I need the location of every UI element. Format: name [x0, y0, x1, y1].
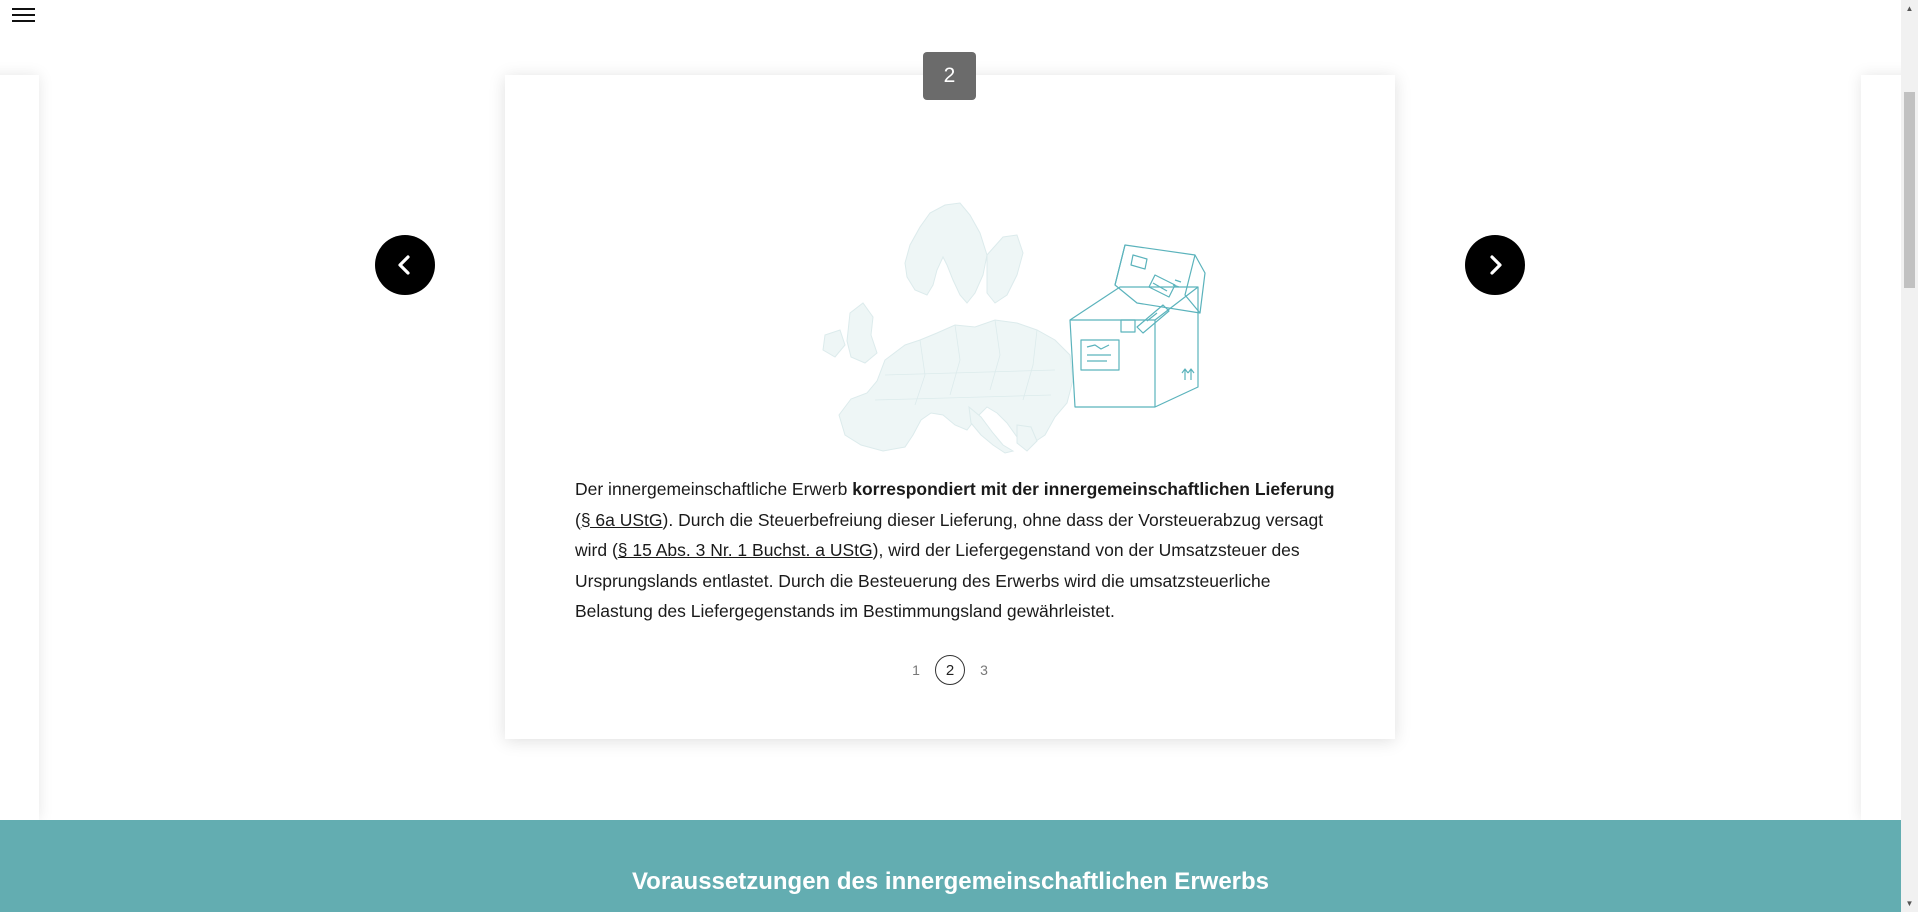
- page-scrollbar[interactable]: [1901, 0, 1918, 912]
- requirements-section: [0, 820, 1901, 912]
- slide-card: [505, 75, 1395, 739]
- chevron-right-icon: [1484, 254, 1506, 276]
- page-2-active[interactable]: 2: [935, 655, 965, 685]
- europe-map-with-parcels-illustration: [755, 145, 1245, 455]
- menu-bar: [12, 8, 35, 10]
- slide-text-part: ), wird der Liefergegenstand von der Umsatzsteuer des Ursprungslands entlastet. Durch die Besteuerung des Erwerbs wird die umsatzsteuerliche Belastung des Liefergegenstands im Bestimmungsland gewährleistet.: [575, 540, 1300, 621]
- scroll-down-arrow-icon[interactable]: ▼: [1905, 899, 1914, 908]
- previous-slide-button[interactable]: [375, 235, 435, 295]
- page-3[interactable]: 3: [980, 662, 988, 678]
- section-heading: Voraussetzungen des innergemeinschaftlichen Erwerbs: [631, 868, 1270, 895]
- chevron-left-icon: [394, 254, 416, 276]
- link-6a-ustg[interactable]: § 6a UStG: [580, 509, 663, 530]
- menu-bar: [12, 14, 35, 16]
- slide-text-part: ). Durch die Steuerbefreiung dieser Lieferung, ohne dass der Vorsteuerabzug versagt wird (: [575, 509, 1324, 560]
- slide-text: [575, 474, 1335, 627]
- slide-number-badge: 2: [923, 52, 976, 100]
- scrollbar-thumb[interactable]: [1904, 92, 1915, 288]
- menu-bar: [12, 20, 35, 22]
- hamburger-menu-icon[interactable]: [12, 6, 36, 26]
- link-15-ustg[interactable]: § 15 Abs. 3 Nr. 1 Buchst. a UStG: [617, 540, 873, 560]
- slide-text-part: Der innergemeinschaftliche Erwerb: [575, 479, 853, 499]
- previous-slide-peek: [0, 75, 39, 820]
- slide-text-bold: korrespondiert mit der innergemeinschaftlichen Lieferung: [852, 479, 1335, 499]
- slide-pagination: [505, 655, 1395, 685]
- page-1[interactable]: 1: [912, 662, 920, 678]
- scroll-up-arrow-icon[interactable]: ▲: [1905, 4, 1914, 13]
- slide-text-part: (: [575, 509, 581, 530]
- next-slide-button[interactable]: [1465, 235, 1525, 295]
